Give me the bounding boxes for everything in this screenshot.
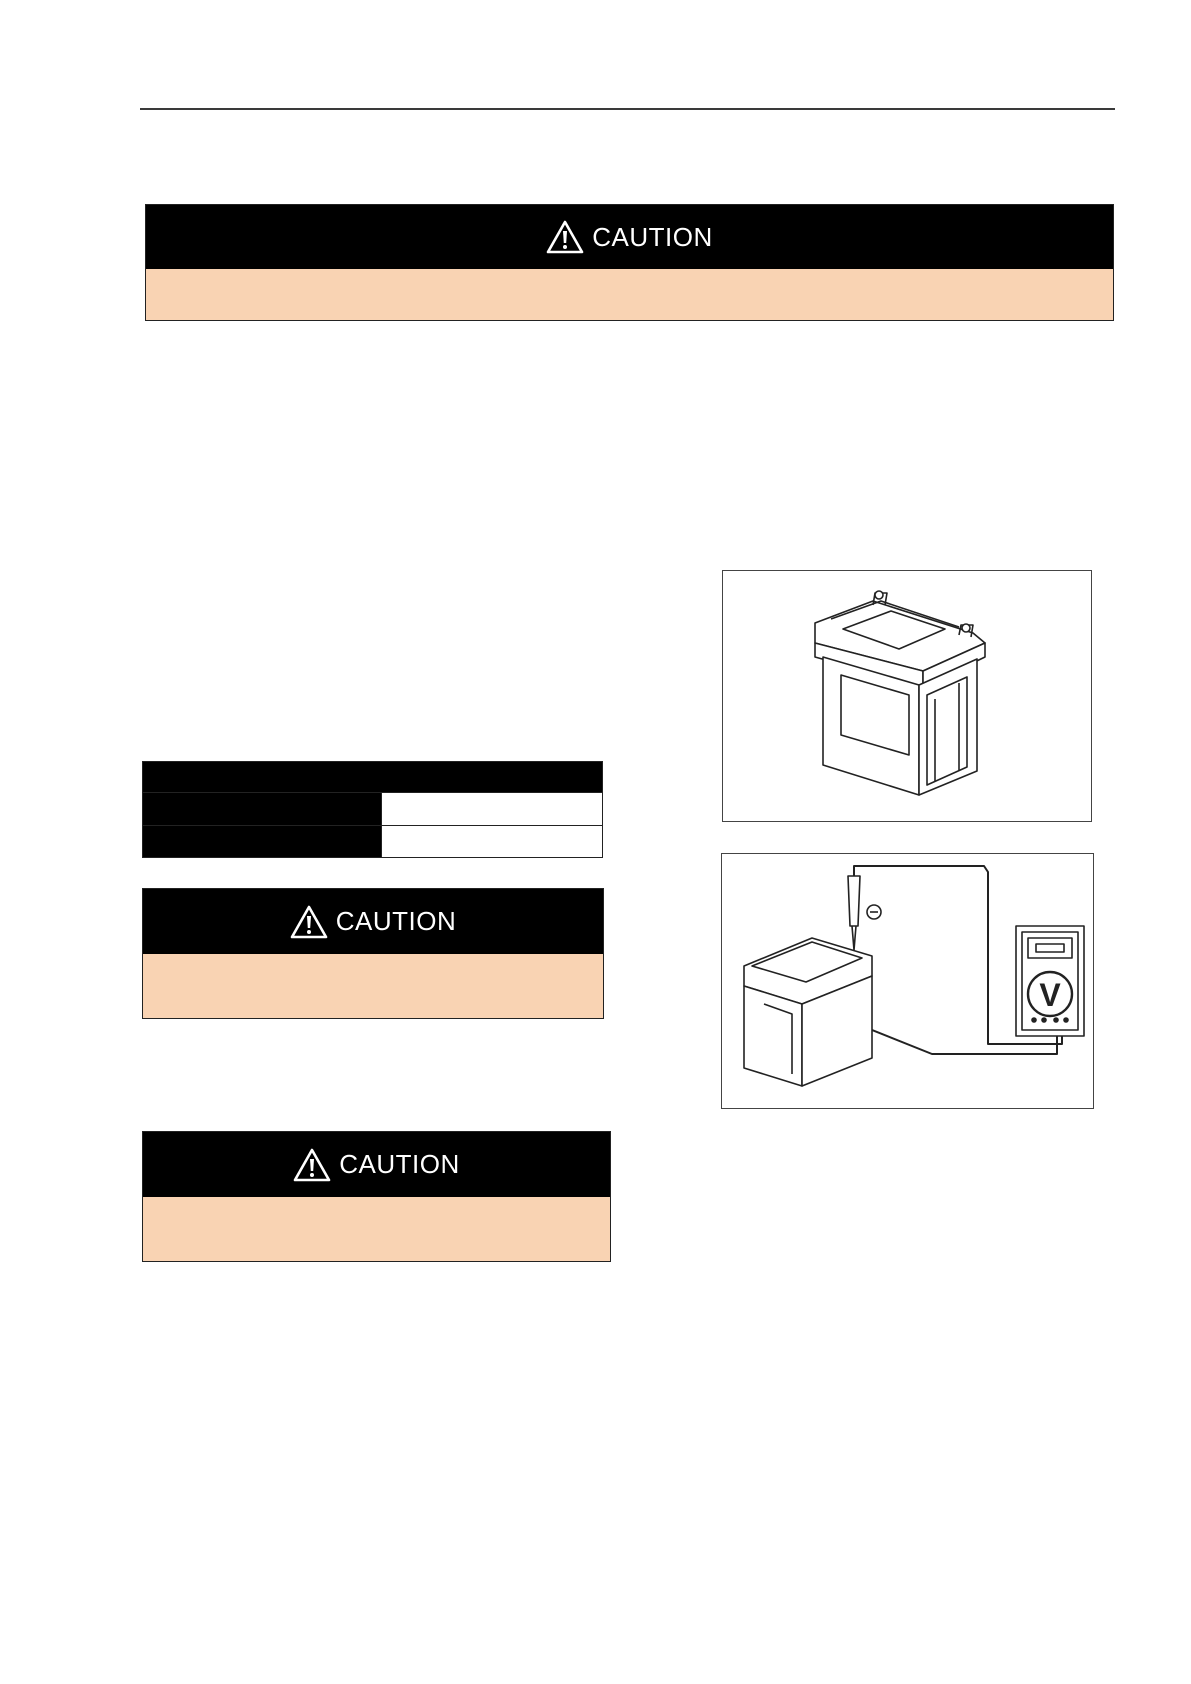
caution-box-lower bbox=[142, 1131, 611, 1262]
caution-box-middle bbox=[142, 888, 604, 1019]
spec-table bbox=[142, 761, 603, 858]
battery-figure bbox=[722, 570, 1092, 822]
voltage-test-figure bbox=[721, 853, 1094, 1109]
caution-label: CAUTION bbox=[335, 906, 457, 936]
spec-value-cell bbox=[381, 793, 602, 825]
spec-label-cell bbox=[143, 826, 381, 857]
caution-label: CAUTION bbox=[592, 221, 713, 252]
spec-table-row bbox=[143, 792, 602, 825]
voltmeter-battery-test-icon bbox=[722, 854, 1093, 1108]
spec-table-header bbox=[143, 762, 602, 792]
spec-table-row bbox=[143, 825, 602, 857]
warning-triangle-icon bbox=[290, 905, 328, 939]
warning-triangle-icon bbox=[546, 220, 584, 254]
caution-header bbox=[143, 889, 603, 954]
spec-label-cell bbox=[143, 793, 381, 825]
caution-header bbox=[146, 205, 1113, 269]
caution-box-top bbox=[145, 204, 1114, 321]
header-rule bbox=[140, 108, 1115, 110]
warning-triangle-icon bbox=[293, 1148, 331, 1182]
caution-label: CAUTION bbox=[339, 1149, 460, 1179]
spec-value-cell bbox=[381, 826, 602, 857]
meter-volt-symbol: V bbox=[1039, 977, 1061, 1013]
battery-illustration-icon bbox=[723, 571, 1091, 821]
caution-header bbox=[143, 1132, 610, 1197]
